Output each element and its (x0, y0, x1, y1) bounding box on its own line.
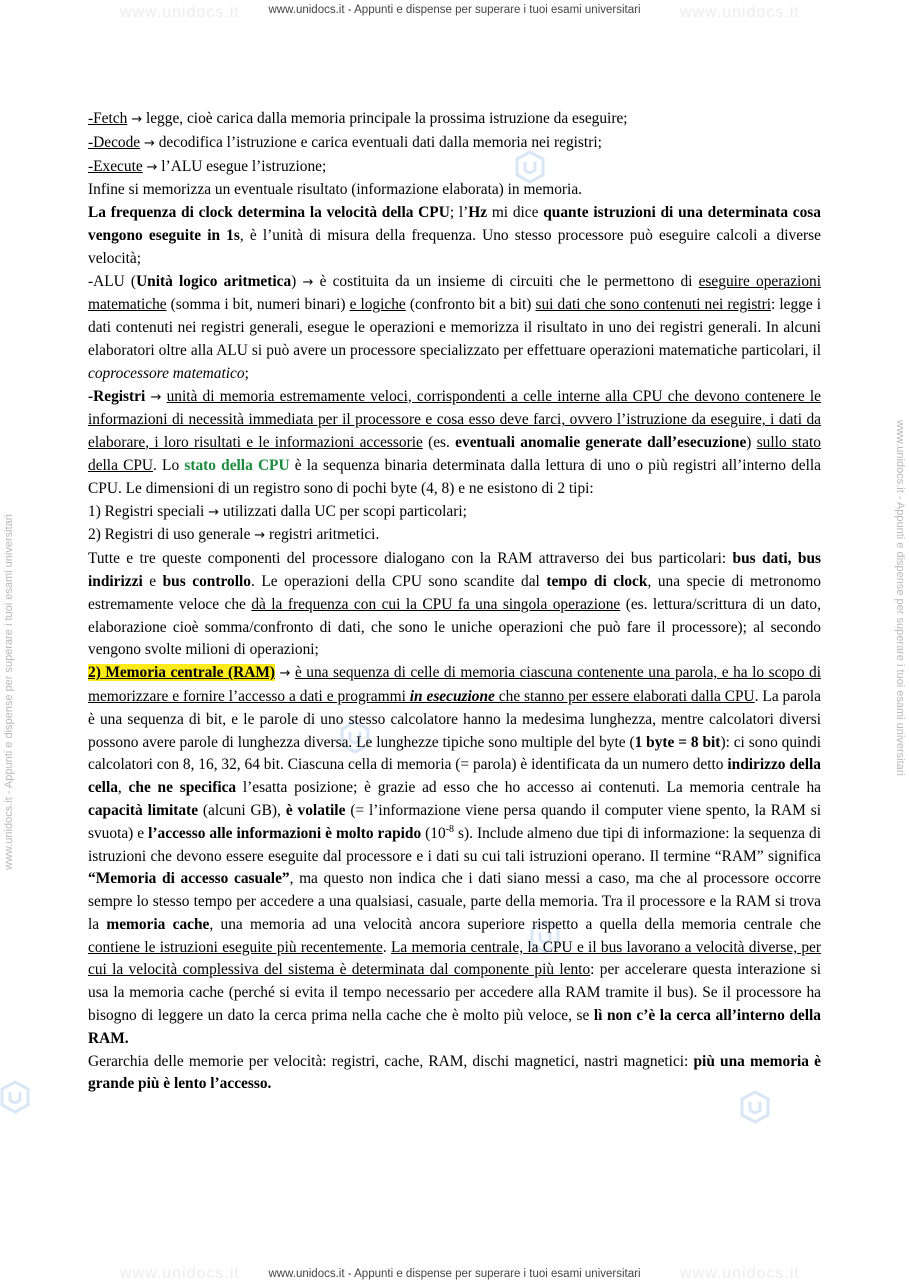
paragraph-execute: -Execute → l’ALU esegue l’istruzione; (88, 157, 327, 175)
arrow-icon: → (208, 504, 220, 520)
paragraph-registri-speciali: 1) Registri speciali → utilizzati dalla UC per scopi particolari; (88, 502, 467, 520)
document-body (88, 108, 821, 1096)
ghost-watermark-text: www.unidocs.it (680, 4, 800, 21)
ghost-watermark-text: www.unidocs.it (120, 1265, 240, 1282)
unidocs-logo-icon (0, 1080, 30, 1114)
watermark-banner-bottom: www.unidocs.it - Appunti e dispense per superare i tuoi esami universitari (268, 1268, 641, 1280)
paragraph-fetch: -Fetch → legge, cioè carica dalla memoria principale la prossima istruzione da eseguire; (88, 110, 628, 127)
paragraph-decode: -Decode → decodifica l’istruzione e carica eventuali dati dalla memoria nei registri; (88, 133, 602, 151)
paragraph-memoria-centrale: 2) Memoria centrale (RAM) → è una sequenza di celle di memoria ciascuna contenente una parola, e ha lo scopo di memorizzare e fornire l’accesso a dati e programmi in esecuzione che stanno per essere elaborati dalla CPU. La parola è una sequenza di bit, e le parole di uno stesso calcolatore hanno la medesima lunghezza, mentre calcolatori diversi possono avere parole di lunghezza diversa. Le lunghezze tipiche sono multiple del byte (1 byte = 8 bit): ci sono quindi calcolatori con 8, 16, 32, 64 bit. Ciascuna cella di memoria (= parola) è identificata da un numero detto indirizzo della cella, che ne specifica l’esatta posizione; è grazie ad esso che ho accesso ai contenuti. La memoria centrale ha capacità limitate (alcuni GB), è volatile (= l’informazione viene persa quando il computer viene spento, la RAM si svuota) e l’accesso alle informazioni è molto rapido ($10^{-8}$ s). Include almeno due tipi di informazione: la sequenza di istruzioni che devono essere eseguite dal processore e i dati su cui tali istruzioni operano. Il termine “RAM” significa “Memoria di accesso casuale”, ma questo non indica che i dati siano messi a caso, ma che al processore occorre sempre lo stesso tempo per accedere a una qualsiasi, casuale, parte della memoria. Tra il processore e la RAM si trova la memoria cache, una memoria ad una velocità ancora superiore rispetto a quella della memoria centrale che contiene le istruzioni eseguite più recentemente. La memoria centrale, la CPU e il bus lavorano a velocità diverse, per cui la velocità complessiva del sistema è determinata dal componente più lento: per accelerare questa interazione si usa la memoria cache (perché si evita il tempo necessario per accedere alla RAM tramite il bus). Se il processore ha bisogno di leggere un dato la cerca prima nella cache che è molto più veloce, se lì non c’è la cerca all’interno della RAM. (88, 664, 822, 1047)
paragraph-bus: Tutte e tre queste componenti del processore dialogano con la RAM attraverso dei bus particolari: bus dati, bus indirizzi e bus controllo. Le operazioni della CPU sono scandite dal tempo di clock, una specie di metronomo estremamente veloce che dà la frequenza con cui la CPU fa una singola operazione (es. lettura/scrittura di un dato, elaborazione cioè somma/confronto di dati, che sono le uniche operazioni che può fare il processore); al secondo vengono svolte milioni di operazioni; (88, 550, 822, 659)
ghost-watermark-text: www.unidocs.it (680, 1265, 800, 1282)
watermark-banner-right: www.unidocs.it - Appunti e dispense per superare i tuoi esami universitari (894, 420, 906, 776)
arrow-icon: → (150, 389, 162, 405)
ghost-watermark-text: www.unidocs.it (120, 4, 240, 21)
arrow-icon: → (131, 112, 143, 127)
paragraph-registri: -Registri → unità di memoria estremamente veloci, corrispondenti a celle interne alla CPU che devono contenere le informazioni di necessità immediata per il processore e cosa esso deve farci, ovvero l’istruzione da eseguire, i dati da elaborare, i loro risultati e le informazioni accessorie (es. eventuali anomalie generate dall’esecuzione) sullo stato della CPU. Lo stato della CPU è la sequenza binaria determinata dalla lettura di uno o più registri all’interno della CPU. Le dimensioni di un registro sono di pochi byte (4, 8) e ne esistono di 2 tipi: (88, 387, 821, 497)
paragraph-registri-generali: 2) Registri di uso generale → registri aritmetici. (88, 526, 380, 544)
paragraph-gerarchia: Gerarchia delle memorie per velocità: registri, cache, RAM, dischi magnetici, nastri magnetici: più una memoria è grande più è lento l’accesso. (88, 1052, 821, 1093)
paragraph-clock-frequency: La frequenza di clock determina la velocità della CPU; l’Hz mi dice quante istruzioni di una determinata cosa vengono eseguite in 1s, è l’unità di misura della frequenza. Uno stesso processore può eseguire calcoli a diverse velocità; (88, 204, 821, 267)
paragraph-alu: -ALU (Unità logico aritmetica) → è costituita da un insieme di circuiti che le permettono di eseguire operazioni matematiche (somma i bit, numeri binari) e logiche (confronto bit a bit) sui dati che sono contenuti nei registri: legge i dati contenuti nei registri generali, esegue le operazioni e memorizza il risultato in uno dei registri generali. In alcuni elaboratori oltre alla ALU si può avere un processore specializzato per effettuare operazioni matematiche particolari, il coprocessore matematico; (88, 272, 822, 382)
highlighted-heading: 2) Memoria centrale (RAM) (88, 664, 275, 682)
arrow-icon: → (146, 159, 158, 175)
arrow-icon: → (302, 274, 314, 290)
arrow-icon: → (254, 528, 266, 544)
arrow-icon: → (143, 135, 155, 151)
watermark-banner-top: www.unidocs.it - Appunti e dispense per superare i tuoi esami universitari (268, 4, 641, 16)
paragraph-result: Infine si memorizza un eventuale risultato (informazione elaborata) in memoria. (88, 181, 583, 199)
watermark-banner-left: www.unidocs.it - Appunti e dispense per superare i tuoi esami universitari (3, 514, 15, 870)
arrow-icon: → (279, 666, 291, 682)
